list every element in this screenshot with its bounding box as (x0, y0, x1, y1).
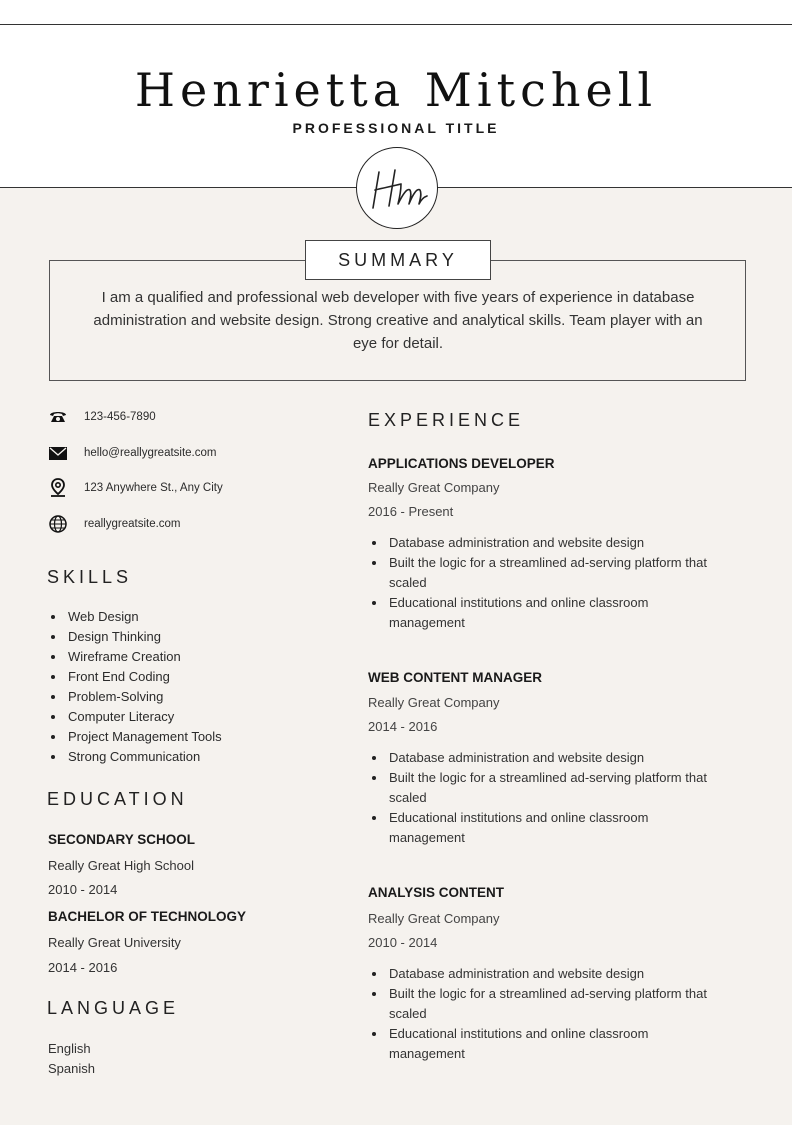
job-dates: 2010 - 2014 (368, 935, 438, 950)
summary-text: I am a qualified and professional web developer with five years of experience in database administration and website design. Strong creative and analytical skills. Team player with an eye for detail. (93, 289, 703, 352)
job-company: Really Great Company (368, 480, 500, 495)
candidate-name: Henrietta Mitchell (134, 63, 658, 117)
experience-heading: EXPERIENCE (368, 410, 525, 430)
education-degree: SECONDARY SCHOOL (48, 832, 196, 847)
job-bullets (369, 748, 714, 848)
list-item: Built the logic for a streamlined ad-serving platform that scaled (369, 768, 714, 808)
map-pin-icon (48, 478, 68, 498)
list-item: Strong Communication (48, 747, 222, 767)
globe-icon (48, 514, 68, 534)
job-dates: 2016 - Present (368, 504, 454, 519)
skills-list (48, 607, 222, 767)
job-company: Really Great Company (368, 695, 500, 710)
job-role: APPLICATIONS DEVELOPER (368, 456, 555, 471)
list-item: Educational institutions and online classroom management (369, 808, 714, 848)
list-item: Educational institutions and online classroom management (369, 593, 714, 633)
list-item: Database administration and website design (369, 533, 714, 553)
contact-website (48, 514, 181, 534)
list-item: Web Design (48, 607, 222, 627)
education-dates: 2010 - 2014 (48, 882, 118, 897)
language-heading: LANGUAGE (47, 998, 180, 1018)
address-text: 123 Anywhere St., Any City (84, 482, 223, 494)
list-item: Database administration and website design (369, 964, 714, 984)
job-role: WEB CONTENT MANAGER (368, 670, 542, 685)
envelope-icon (48, 443, 68, 463)
education-school: Really Great University (48, 935, 181, 950)
monogram-logo (356, 147, 438, 229)
education-degree: BACHELOR OF TECHNOLOGY (48, 909, 246, 924)
list-item: Front End Coding (48, 667, 222, 687)
phone-icon (48, 407, 68, 427)
job-company: Really Great Company (368, 911, 500, 926)
professional-title: PROFESSIONAL TITLE (292, 120, 500, 136)
skills-heading: SKILLS (47, 567, 133, 587)
education-heading: EDUCATION (47, 789, 188, 809)
list-item: Database administration and website design (369, 748, 714, 768)
list-item: Educational institutions and online classroom management (369, 1024, 714, 1064)
job-dates: 2014 - 2016 (368, 719, 438, 734)
list-item: Problem-Solving (48, 687, 222, 707)
list-item: Built the logic for a streamlined ad-serving platform that scaled (369, 553, 714, 593)
list-item: Built the logic for a streamlined ad-serving platform that scaled (369, 984, 714, 1024)
contact-phone (48, 407, 156, 427)
job-bullets (369, 533, 714, 633)
email-text[interactable]: hello@reallygreatsite.com (84, 447, 217, 459)
list-item: Wireframe Creation (48, 647, 222, 667)
list-item: Design Thinking (48, 627, 222, 647)
list-item: Computer Literacy (48, 707, 222, 727)
website-text[interactable]: reallygreatsite.com (84, 518, 181, 530)
contact-email (48, 443, 216, 463)
language-item: English (48, 1041, 91, 1056)
top-rule (0, 24, 792, 25)
list-item: Project Management Tools (48, 727, 222, 747)
monogram-signature-icon (357, 148, 439, 230)
summary-heading: SUMMARY (305, 240, 491, 280)
language-item: Spanish (48, 1061, 95, 1076)
job-role: ANALYSIS CONTENT (368, 885, 505, 900)
job-bullets (369, 964, 714, 1064)
phone-text: 123-456-7890 (84, 411, 156, 423)
education-dates: 2014 - 2016 (48, 960, 118, 975)
education-school: Really Great High School (48, 858, 194, 873)
contact-address (48, 478, 223, 498)
